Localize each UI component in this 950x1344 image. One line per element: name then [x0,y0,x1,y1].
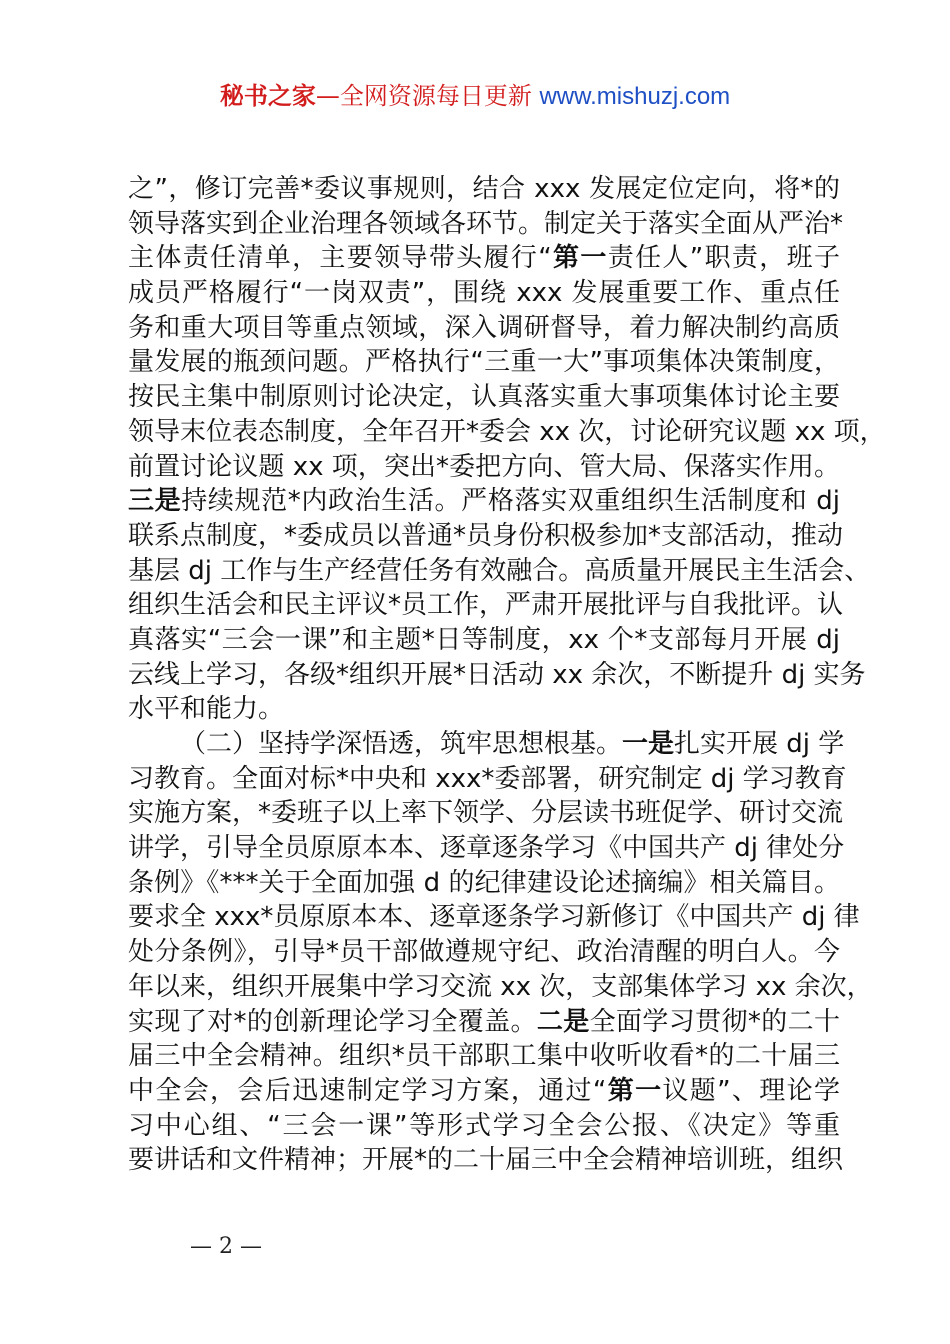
text-run: 扎实开展 dj 学 [674,729,845,759]
text-line [128,276,840,311]
text-line [128,519,844,554]
text-run: （二）坚持学深悟透，筑牢思想根基。 [180,729,623,759]
text-run: 全面学习贯彻*的二十 [589,1006,840,1037]
text-line [128,658,866,693]
text-line [128,900,860,935]
page-number: — 2 — [190,1234,262,1259]
text-line [128,970,873,1005]
bold-text-run: 第一 [551,243,608,274]
text-line [128,1039,840,1074]
text-run: 基层 dj 工作与生产经营任务有效融合。高质量开展民主生活会、 [128,555,871,586]
text-run: 水平和能力。 [128,694,285,725]
text-run: 云线上学习，各级*组织开展*日活动 xx 余次，不断提升 dj 实务 [128,659,866,690]
text-line [128,796,844,831]
text-run: 务和重大项目等重点领域，深入调研督导，着力解决制约高质 [128,312,840,343]
text-run: 习中心组、“三会一课”等形式学习全会公报、《决定》等重 [128,1110,840,1141]
text-run: 要求全 xxx*员原原本本、逐章逐条学习新修订《中国共产 dj 律 [128,902,860,933]
text-run: 按民主集中制原则讨论决定，认真落实重大事项集体讨论主要 [128,382,840,413]
text-line [128,935,840,970]
text-line [128,623,840,658]
text-run: 中全会，会后迅速制定学习方案，通过“ [128,1075,607,1106]
text-run: 要讲话和文件精神；开展*的二十届三中全会精神培训班，组织 [128,1145,844,1176]
text-line [128,866,840,901]
text-run: 实施方案，*委班子以上率下领学、分层读书班促学、研讨交流 [128,798,844,829]
text-line [128,172,840,207]
text-line [128,1109,840,1144]
document-body [128,172,886,1178]
text-run: 年以来，组织开展集中学习交流 xx 次，支部集体学习 xx 余次， [128,971,873,1002]
text-line [128,484,840,519]
text-line [128,311,840,346]
text-line [128,450,840,485]
text-line [128,345,840,380]
text-line [128,1143,844,1178]
text-run: 处分条例》，引导*员干部做遵规守纪、政治清醒的明白人。今 [128,937,840,968]
text-run: 持续规范*内政治生活。严格落实双重组织生活制度和 dj [181,486,840,517]
text-line [128,1074,840,1109]
text-run: 议题”、理论学 [662,1075,840,1106]
bold-text-run: 三是 [128,486,182,517]
text-run: 主体责任清单，主要领导带头履行“ [128,243,552,274]
text-line [128,727,845,762]
text-line [128,554,871,589]
text-run: 联系点制度，*委成员以普通*员身份积极参加*支部活动，推动 [128,520,844,551]
text-run: 习教育。全面对标*中央和 xxx*委部署，研究制定 dj 学习教育 [128,763,847,794]
bold-text-run: 一是 [622,729,675,759]
text-line [128,207,844,242]
text-run: 前置讨论议题 xx 项，突出*委把方向、管大局、保落实作用。 [128,451,840,482]
text-line [128,762,847,797]
bold-text-run: 第一 [606,1075,663,1106]
text-line [128,415,886,450]
text-run: 责任人”职责，班子 [607,243,840,274]
text-line [128,1005,840,1040]
text-line [128,380,840,415]
text-line [128,241,840,276]
text-run: 真落实“三会一课”和主题*日等制度，xx 个*支部每月开展 dj [128,624,840,655]
site-slogan: —全网资源每日更新 [315,82,540,110]
site-url[interactable]: www.mishuzj.com [539,83,731,110]
text-run: 组织生活会和民主评议*员工作，严肃开展批评与自我批评。认 [128,590,844,621]
text-line [128,588,844,623]
site-brand: 秘书之家 [219,82,316,110]
text-run: 领导落实到企业治理各领域各环节。制定关于落实全面从严治* [128,208,844,239]
text-run: 届三中全会精神。组织*员干部职工集中收听收看*的二十届三 [128,1041,840,1072]
text-run: 之”，修订完善*委议事规则，结合 xxx 发展定位定向，将*的 [128,174,840,204]
text-run: 讲学，引导全员原原本本、逐章逐条学习《中国共产 dj 律处分 [128,833,845,864]
site-banner [0,80,950,113]
text-run: 量发展的瓶颈问题。严格执行“三重一大”事项集体决策制度， [128,347,840,378]
text-line [128,831,845,866]
text-run: 成员严格履行“一岗双责”，围绕 xxx 发展重要工作、重点任 [128,278,840,309]
text-run: 领导末位表态制度，全年召开*委会 xx 次，讨论研究议题 xx 项， [128,416,886,447]
text-run: 条例》《***关于全面加强 d 的纪律建设论述摘编》相关篇目。 [128,867,840,898]
bold-text-run: 二是 [536,1006,590,1037]
text-line [128,692,840,727]
text-run: 实现了对*的创新理论学习全覆盖。 [128,1006,537,1037]
